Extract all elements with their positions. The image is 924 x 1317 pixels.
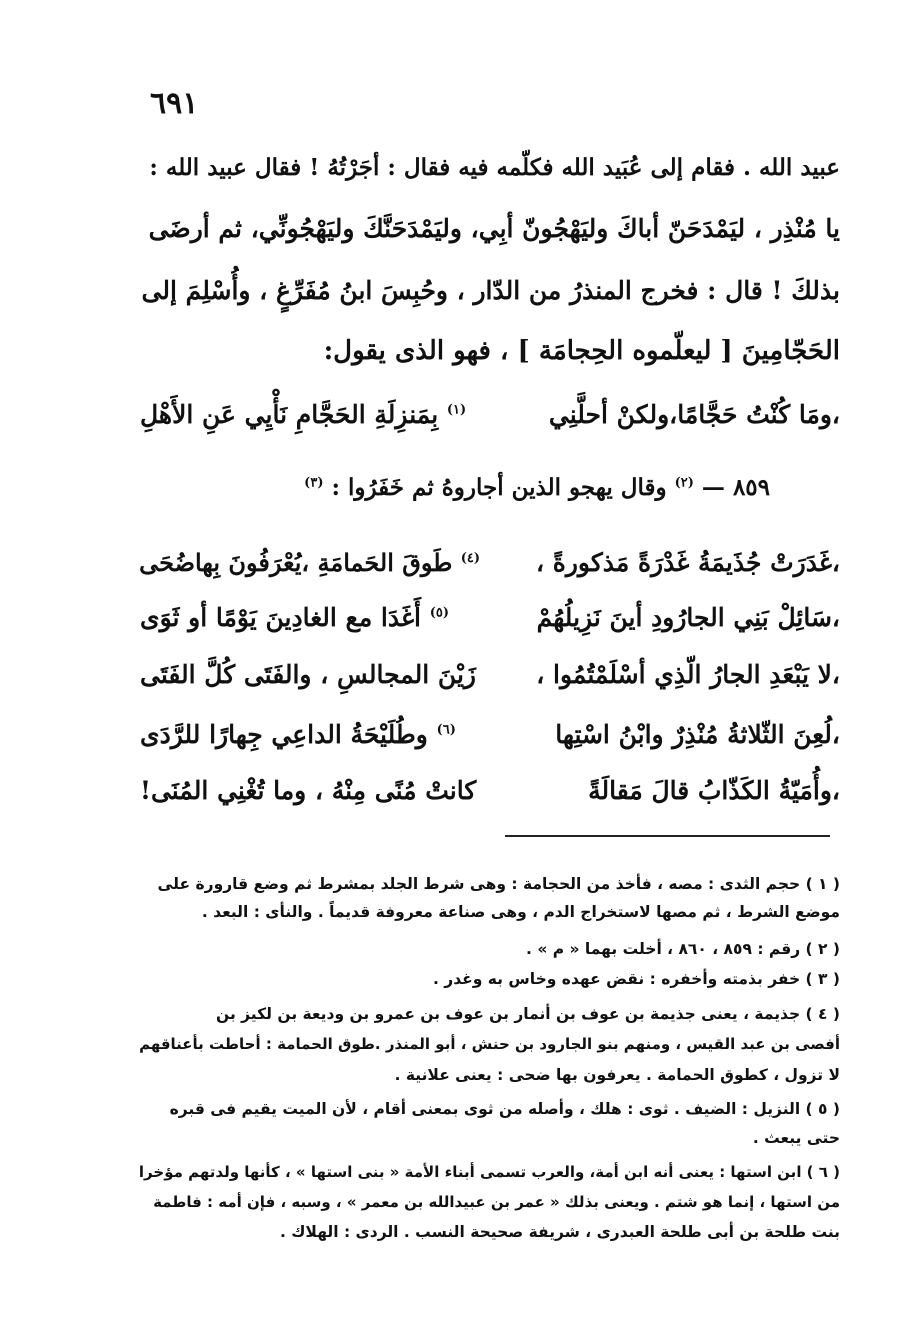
footnote-line: بنت طلحة بن أبى طلحة العبدرى ، شريفة صحيحة النسب . الردى : الهلاك . bbox=[279, 1223, 840, 1241]
footnote-line: من استها ، إنما هو شتم . ويعنى بذلك « عمر بن عبيدالله بن معمر » ، وسبه ، فإن أمه : فاطمة bbox=[153, 1193, 840, 1211]
poem-line bbox=[140, 720, 840, 770]
footnote-ref: (٢) bbox=[674, 475, 694, 491]
verse-line bbox=[140, 400, 840, 450]
verse-second-text: أَغَدَا مع الغادِينَ يَوْمًا أو ثَوَى bbox=[140, 603, 422, 632]
footnote-line: ( ٦ ) ابن استها : يعنى أنه ابن أمة، والعرب تسمى أبناء الأمة « بنى استها » ، كأنها ولدتهم مؤخرا bbox=[138, 1163, 840, 1181]
verse-second-hemistich bbox=[140, 400, 480, 429]
footnote-line: ( ٥ ) النزيل : الضيف . ثوى : هلك ، وأصله من ثوى بمعنى أقام ، لأن الميت يقيم فى قبره bbox=[169, 1100, 840, 1118]
verse-first-hemistich: ،ومَا كُنْتُ حَجَّامًا،ولكنْ أحلَّنِي bbox=[548, 400, 840, 429]
poem-line bbox=[140, 660, 840, 710]
poem-number: ٨٥٩ — bbox=[701, 474, 770, 501]
verse-second-text: وطُلَيْحَةُ الداعِي جِهارًا للرَّدَى bbox=[140, 720, 428, 749]
verse-first-hemistich: ،سَائِلْ بَنِي الجارُودِ أينَ نَزِيلُهُمْ bbox=[536, 603, 840, 632]
footnote-line: ( ٢ ) رقم : ٨٥٩ ، ٨٦٠ ، أخلت بهما « م » . bbox=[526, 940, 840, 958]
poem-line bbox=[140, 548, 840, 598]
footnote-line: موضع الشرط ، ثم مصها لاستخراج الدم ، وهى صناعة معروفة قديماً . والنأى : البعد . bbox=[201, 903, 840, 921]
verse-first-hemistich: ،لا يَبْعَدِ الجارُ الّذِي أسْلَمْتُمُوا ، bbox=[536, 660, 840, 689]
footnote-ref: (٣) bbox=[304, 475, 324, 491]
prose-line: الحَجّامِينَ [ ليعلّموه الحِجامَة ] ، فهو الذى يقول: bbox=[323, 336, 840, 366]
verse-second-hemistich bbox=[140, 548, 480, 577]
verse-second-hemistich bbox=[140, 603, 480, 632]
verse-first-hemistich: ،وأُمَيّةُ الكَذّابُ قالَ مَقالَةً bbox=[588, 776, 840, 805]
footnote-line: ( ١ ) حجم الثدى : مصه ، فأخذ من الحجامة : وهى شرط الجلد بمشرط ثم وضع قارورة على bbox=[157, 875, 840, 893]
footnote-ref: (٦) bbox=[436, 722, 456, 738]
verse-second-text: كانتْ مُنًى مِنْهُ ، وما تُغْنِي المُنَى! bbox=[140, 776, 477, 805]
footnote-ref: (٥) bbox=[429, 605, 450, 621]
footnote-ref: (١) bbox=[446, 402, 467, 418]
prose-line: يا مُنْذِر ، ليَمْدَحَنّ أباكَ وليَهْجُونّ أبِي، وليَمْدَحَنَّكَ وليَهْجُونِّي، ثم أرضَى bbox=[148, 214, 840, 243]
verse-second-hemistich bbox=[140, 660, 480, 689]
footnote-divider bbox=[505, 835, 830, 837]
prose-line: بذلكَ ! قال : فخرج المنذرُ من الدّار ، وحُبِسَ ابنُ مُفَرِّغٍ ، وأُسْلِمَ إلى bbox=[141, 276, 840, 305]
footnote-line: أفصى بن عبد القيس ، ومنهم بنو الجارود بن حنش ، أبو المنذر .طوق الحمامة : أحاطت بأعناقهم bbox=[139, 1035, 840, 1053]
footnote-ref: (٤) bbox=[460, 551, 480, 566]
poem-line bbox=[140, 603, 840, 653]
footnote-line: حتى يبعث . bbox=[752, 1129, 840, 1147]
verse-second-text: بِمَنزِلَةِ الحَجَّامِ نَأْيِي عَنِ الأَهْلِ bbox=[140, 400, 439, 429]
verse-first-hemistich: ،لُعِنَ الثّلاثةُ مُنْذِرٌ وابْنُ اسْتِها bbox=[555, 720, 840, 749]
poem-heading bbox=[300, 474, 770, 501]
verse-second-text: طَوقَ الحَمامَةِ ،يُعْرَفُونَ بِهاضُحَى bbox=[139, 548, 453, 577]
verse-second-hemistich bbox=[140, 776, 480, 805]
prose-line: عبيد الله . فقام إلى عُبَيد الله فكلّمه فيه فقال : أجَرْتُهُ ! فقال عبيد الله : bbox=[149, 154, 840, 181]
verse-second-text: زَيْنَ المجالسِ ، والفَتَى كُلَّ الفَتَى bbox=[140, 660, 476, 689]
poem-heading-text: وقال يهجو الذين أجاروهُ ثم خَفَرُوا : bbox=[331, 474, 667, 501]
verse-second-hemistich bbox=[140, 720, 480, 749]
footnote-line: لا تزول ، كطوق الحمامة . يعرفون بها ضحى : يعنى علانية . bbox=[394, 1066, 840, 1084]
verse-first-hemistich: ،غَدَرَتْ جُذَيمَةُ غَدْرَةً مَذكورةً ، bbox=[535, 548, 840, 577]
footnote-line: ( ٤ ) جذيمة ، يعنى جذيمة بن عوف بن أنمار بن عوف بن عمرو بن وديعة بن لكيز بن bbox=[216, 1005, 840, 1023]
poem-line bbox=[140, 776, 840, 826]
footnote-line: ( ٣ ) خفر بذمته وأخفره : نقض عهده وخاس به وغدر . bbox=[433, 970, 840, 988]
page-number: ٦٩١ bbox=[150, 86, 199, 121]
